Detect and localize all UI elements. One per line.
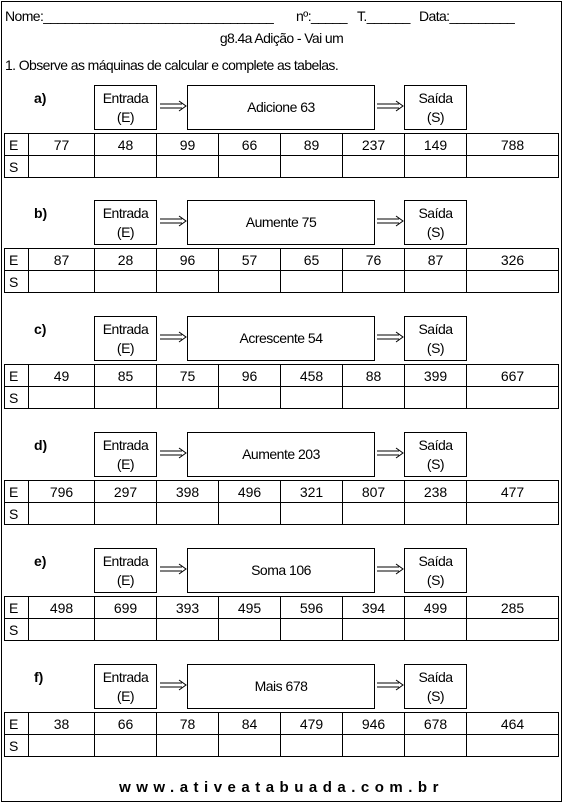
answer-cell[interactable] <box>95 503 157 525</box>
arrow-icon <box>377 562 404 576</box>
operation-box <box>187 85 375 130</box>
row-label-s: S <box>5 735 29 757</box>
arrow-icon <box>377 678 404 692</box>
answer-cell[interactable] <box>281 271 343 293</box>
arrow-icon <box>377 99 404 113</box>
input-cell: 57 <box>219 249 281 271</box>
input-cell: 477 <box>467 481 559 503</box>
answer-cell[interactable] <box>157 735 219 757</box>
input-cell: 85 <box>95 365 157 387</box>
exercise-letter: c) <box>34 321 47 337</box>
answer-cell[interactable] <box>95 387 157 409</box>
output-box-symbol: (S) <box>426 687 445 704</box>
answer-cell[interactable] <box>405 271 467 293</box>
input-cell: 479 <box>281 713 343 735</box>
output-box <box>404 432 467 477</box>
answer-cell[interactable] <box>157 271 219 293</box>
input-cell: 321 <box>281 481 343 503</box>
answer-cell[interactable] <box>157 619 219 641</box>
exercise-letter: e) <box>34 553 47 569</box>
output-box-label: Saída <box>418 436 453 453</box>
arrow-icon <box>160 446 187 460</box>
exercise-section <box>0 321 563 439</box>
exercise-section <box>0 205 563 323</box>
footer-website: www.ativeatabuada.com.br <box>119 779 444 796</box>
input-box-symbol: (E) <box>116 571 135 588</box>
row-label-e: E <box>5 249 29 271</box>
answer-cell[interactable] <box>343 619 405 641</box>
exercise-section <box>0 553 563 671</box>
operation-label: Adicione 63 <box>247 99 315 115</box>
output-box-symbol: (S) <box>426 108 445 125</box>
answer-cell[interactable] <box>281 387 343 409</box>
input-cell: 87 <box>29 249 95 271</box>
input-cell: 77 <box>29 134 95 156</box>
input-cell: 399 <box>405 365 467 387</box>
instruction-text: 1. Observe as máquinas de calcular e complete as tabelas. <box>5 57 339 73</box>
exercise-section <box>0 90 563 208</box>
answer-cell[interactable] <box>405 619 467 641</box>
exercise-section <box>0 437 563 555</box>
input-cell: 99 <box>157 134 219 156</box>
input-cell: 49 <box>29 365 95 387</box>
answer-cell[interactable] <box>219 156 281 178</box>
answer-cell[interactable] <box>29 735 95 757</box>
input-cell: 149 <box>405 134 467 156</box>
answer-cell[interactable] <box>157 503 219 525</box>
answer-cell[interactable] <box>95 735 157 757</box>
input-cell: 394 <box>343 597 405 619</box>
output-box-symbol: (S) <box>426 339 445 356</box>
name-field-label: Nome:________________________________ <box>5 8 274 24</box>
row-label-s: S <box>5 619 29 641</box>
exercise-letter: f) <box>34 669 44 685</box>
input-box <box>94 85 157 130</box>
answer-cell[interactable] <box>157 387 219 409</box>
input-row <box>5 481 559 503</box>
arrow-icon <box>160 214 187 228</box>
input-cell: 499 <box>405 597 467 619</box>
operation-box <box>187 432 375 477</box>
input-cell: 495 <box>219 597 281 619</box>
input-cell: 699 <box>95 597 157 619</box>
row-label-e: E <box>5 365 29 387</box>
output-row <box>5 156 559 178</box>
input-cell: 807 <box>343 481 405 503</box>
answer-cell[interactable] <box>343 387 405 409</box>
input-row <box>5 249 559 271</box>
answer-cell[interactable] <box>95 619 157 641</box>
input-cell: 667 <box>467 365 559 387</box>
arrow-icon <box>160 99 187 113</box>
input-row <box>5 365 559 387</box>
answer-cell[interactable] <box>343 503 405 525</box>
output-box-label: Saída <box>418 668 453 685</box>
output-row <box>5 503 559 525</box>
input-box-label: Entrada <box>102 668 149 685</box>
output-box-label: Saída <box>418 89 453 106</box>
input-row <box>5 713 559 735</box>
answer-cell[interactable] <box>157 156 219 178</box>
answer-cell[interactable] <box>467 619 559 641</box>
answer-cell[interactable] <box>467 156 559 178</box>
arrow-icon <box>377 330 404 344</box>
operation-box <box>187 200 375 245</box>
arrow-icon <box>160 562 187 576</box>
row-label-s: S <box>5 271 29 293</box>
input-box-symbol: (E) <box>116 339 135 356</box>
row-label-e: E <box>5 481 29 503</box>
answer-cell[interactable] <box>281 619 343 641</box>
answer-cell[interactable] <box>29 271 95 293</box>
answer-cell[interactable] <box>467 271 559 293</box>
input-box-label: Entrada <box>102 552 149 569</box>
input-cell: 398 <box>157 481 219 503</box>
answer-cell[interactable] <box>219 735 281 757</box>
input-cell: 496 <box>219 481 281 503</box>
answer-cell[interactable] <box>95 271 157 293</box>
output-box-symbol: (S) <box>426 571 445 588</box>
answer-cell[interactable] <box>29 503 95 525</box>
output-box <box>404 316 467 361</box>
input-cell: 66 <box>95 713 157 735</box>
input-box <box>94 664 157 709</box>
output-box-label: Saída <box>418 320 453 337</box>
io-table <box>4 480 559 525</box>
input-cell: 297 <box>95 481 157 503</box>
output-row <box>5 619 559 641</box>
input-box-label: Entrada <box>102 320 149 337</box>
answer-cell[interactable] <box>405 735 467 757</box>
io-table <box>4 712 559 757</box>
input-cell: 596 <box>281 597 343 619</box>
output-box-label: Saída <box>418 552 453 569</box>
row-label-s: S <box>5 387 29 409</box>
input-cell: 393 <box>157 597 219 619</box>
input-cell: 796 <box>29 481 95 503</box>
input-cell: 65 <box>281 249 343 271</box>
io-table <box>4 364 559 409</box>
input-cell: 84 <box>219 713 281 735</box>
input-box-symbol: (E) <box>116 687 135 704</box>
input-box-symbol: (E) <box>116 108 135 125</box>
answer-cell[interactable] <box>467 503 559 525</box>
answer-cell[interactable] <box>219 387 281 409</box>
operation-box <box>187 548 375 593</box>
row-label-e: E <box>5 597 29 619</box>
answer-cell[interactable] <box>219 503 281 525</box>
answer-cell[interactable] <box>405 387 467 409</box>
output-box-symbol: (S) <box>426 455 445 472</box>
input-cell: 285 <box>467 597 559 619</box>
answer-cell[interactable] <box>219 271 281 293</box>
arrow-icon <box>377 214 404 228</box>
number-field-label: nº:_____ <box>296 8 347 24</box>
operation-box <box>187 316 375 361</box>
input-row <box>5 597 559 619</box>
operation-label: Soma 106 <box>251 562 311 578</box>
input-box <box>94 200 157 245</box>
input-cell: 96 <box>219 365 281 387</box>
output-row <box>5 387 559 409</box>
io-table <box>4 596 559 641</box>
class-field-label: T.______ <box>357 8 410 24</box>
arrow-icon <box>160 330 187 344</box>
input-box <box>94 548 157 593</box>
input-cell: 788 <box>467 134 559 156</box>
io-table <box>4 248 559 293</box>
input-cell: 96 <box>157 249 219 271</box>
answer-cell[interactable] <box>29 387 95 409</box>
answer-cell[interactable] <box>29 156 95 178</box>
exercise-letter: b) <box>34 205 48 221</box>
arrow-icon <box>377 446 404 460</box>
date-field-label: Data:_________ <box>419 8 515 24</box>
output-box-symbol: (S) <box>426 223 445 240</box>
input-box-label: Entrada <box>102 436 149 453</box>
output-row <box>5 271 559 293</box>
input-cell: 87 <box>405 249 467 271</box>
row-label-s: S <box>5 503 29 525</box>
output-box <box>404 548 467 593</box>
answer-cell[interactable] <box>281 156 343 178</box>
output-row <box>5 735 559 757</box>
answer-cell[interactable] <box>343 735 405 757</box>
input-cell: 48 <box>95 134 157 156</box>
input-cell: 66 <box>219 134 281 156</box>
answer-cell[interactable] <box>467 735 559 757</box>
input-cell: 238 <box>405 481 467 503</box>
row-label-e: E <box>5 713 29 735</box>
output-box <box>404 85 467 130</box>
input-box-symbol: (E) <box>116 223 135 240</box>
worksheet-title: g8.4a Adição - Vai um <box>219 30 344 46</box>
operation-label: Acrescente 54 <box>239 330 323 346</box>
answer-cell[interactable] <box>405 156 467 178</box>
input-cell: 76 <box>343 249 405 271</box>
input-box <box>94 432 157 477</box>
output-box <box>404 664 467 709</box>
answer-cell[interactable] <box>405 503 467 525</box>
input-box-label: Entrada <box>102 89 149 106</box>
operation-label: Aumente 75 <box>245 214 317 230</box>
answer-cell[interactable] <box>281 503 343 525</box>
operation-label: Mais 678 <box>254 678 308 694</box>
input-box <box>94 316 157 361</box>
input-cell: 88 <box>343 365 405 387</box>
input-row <box>5 134 559 156</box>
output-box <box>404 200 467 245</box>
input-cell: 89 <box>281 134 343 156</box>
input-cell: 237 <box>343 134 405 156</box>
input-cell: 326 <box>467 249 559 271</box>
input-cell: 78 <box>157 713 219 735</box>
input-cell: 946 <box>343 713 405 735</box>
input-cell: 464 <box>467 713 559 735</box>
exercise-letter: d) <box>34 437 48 453</box>
operation-box <box>187 664 375 709</box>
answer-cell[interactable] <box>95 156 157 178</box>
input-box-label: Entrada <box>102 204 149 221</box>
answer-cell[interactable] <box>343 271 405 293</box>
exercise-section <box>0 669 563 787</box>
row-label-s: S <box>5 156 29 178</box>
answer-cell[interactable] <box>281 735 343 757</box>
input-cell: 28 <box>95 249 157 271</box>
output-box-label: Saída <box>418 204 453 221</box>
input-cell: 678 <box>405 713 467 735</box>
row-label-e: E <box>5 134 29 156</box>
input-cell: 458 <box>281 365 343 387</box>
exercise-letter: a) <box>34 90 47 106</box>
input-cell: 75 <box>157 365 219 387</box>
arrow-icon <box>160 678 187 692</box>
answer-cell[interactable] <box>343 156 405 178</box>
input-cell: 38 <box>29 713 95 735</box>
answer-cell[interactable] <box>219 619 281 641</box>
input-box-symbol: (E) <box>116 455 135 472</box>
input-cell: 498 <box>29 597 95 619</box>
operation-label: Aumente 203 <box>242 446 320 462</box>
answer-cell[interactable] <box>29 619 95 641</box>
io-table <box>4 133 559 178</box>
answer-cell[interactable] <box>467 387 559 409</box>
